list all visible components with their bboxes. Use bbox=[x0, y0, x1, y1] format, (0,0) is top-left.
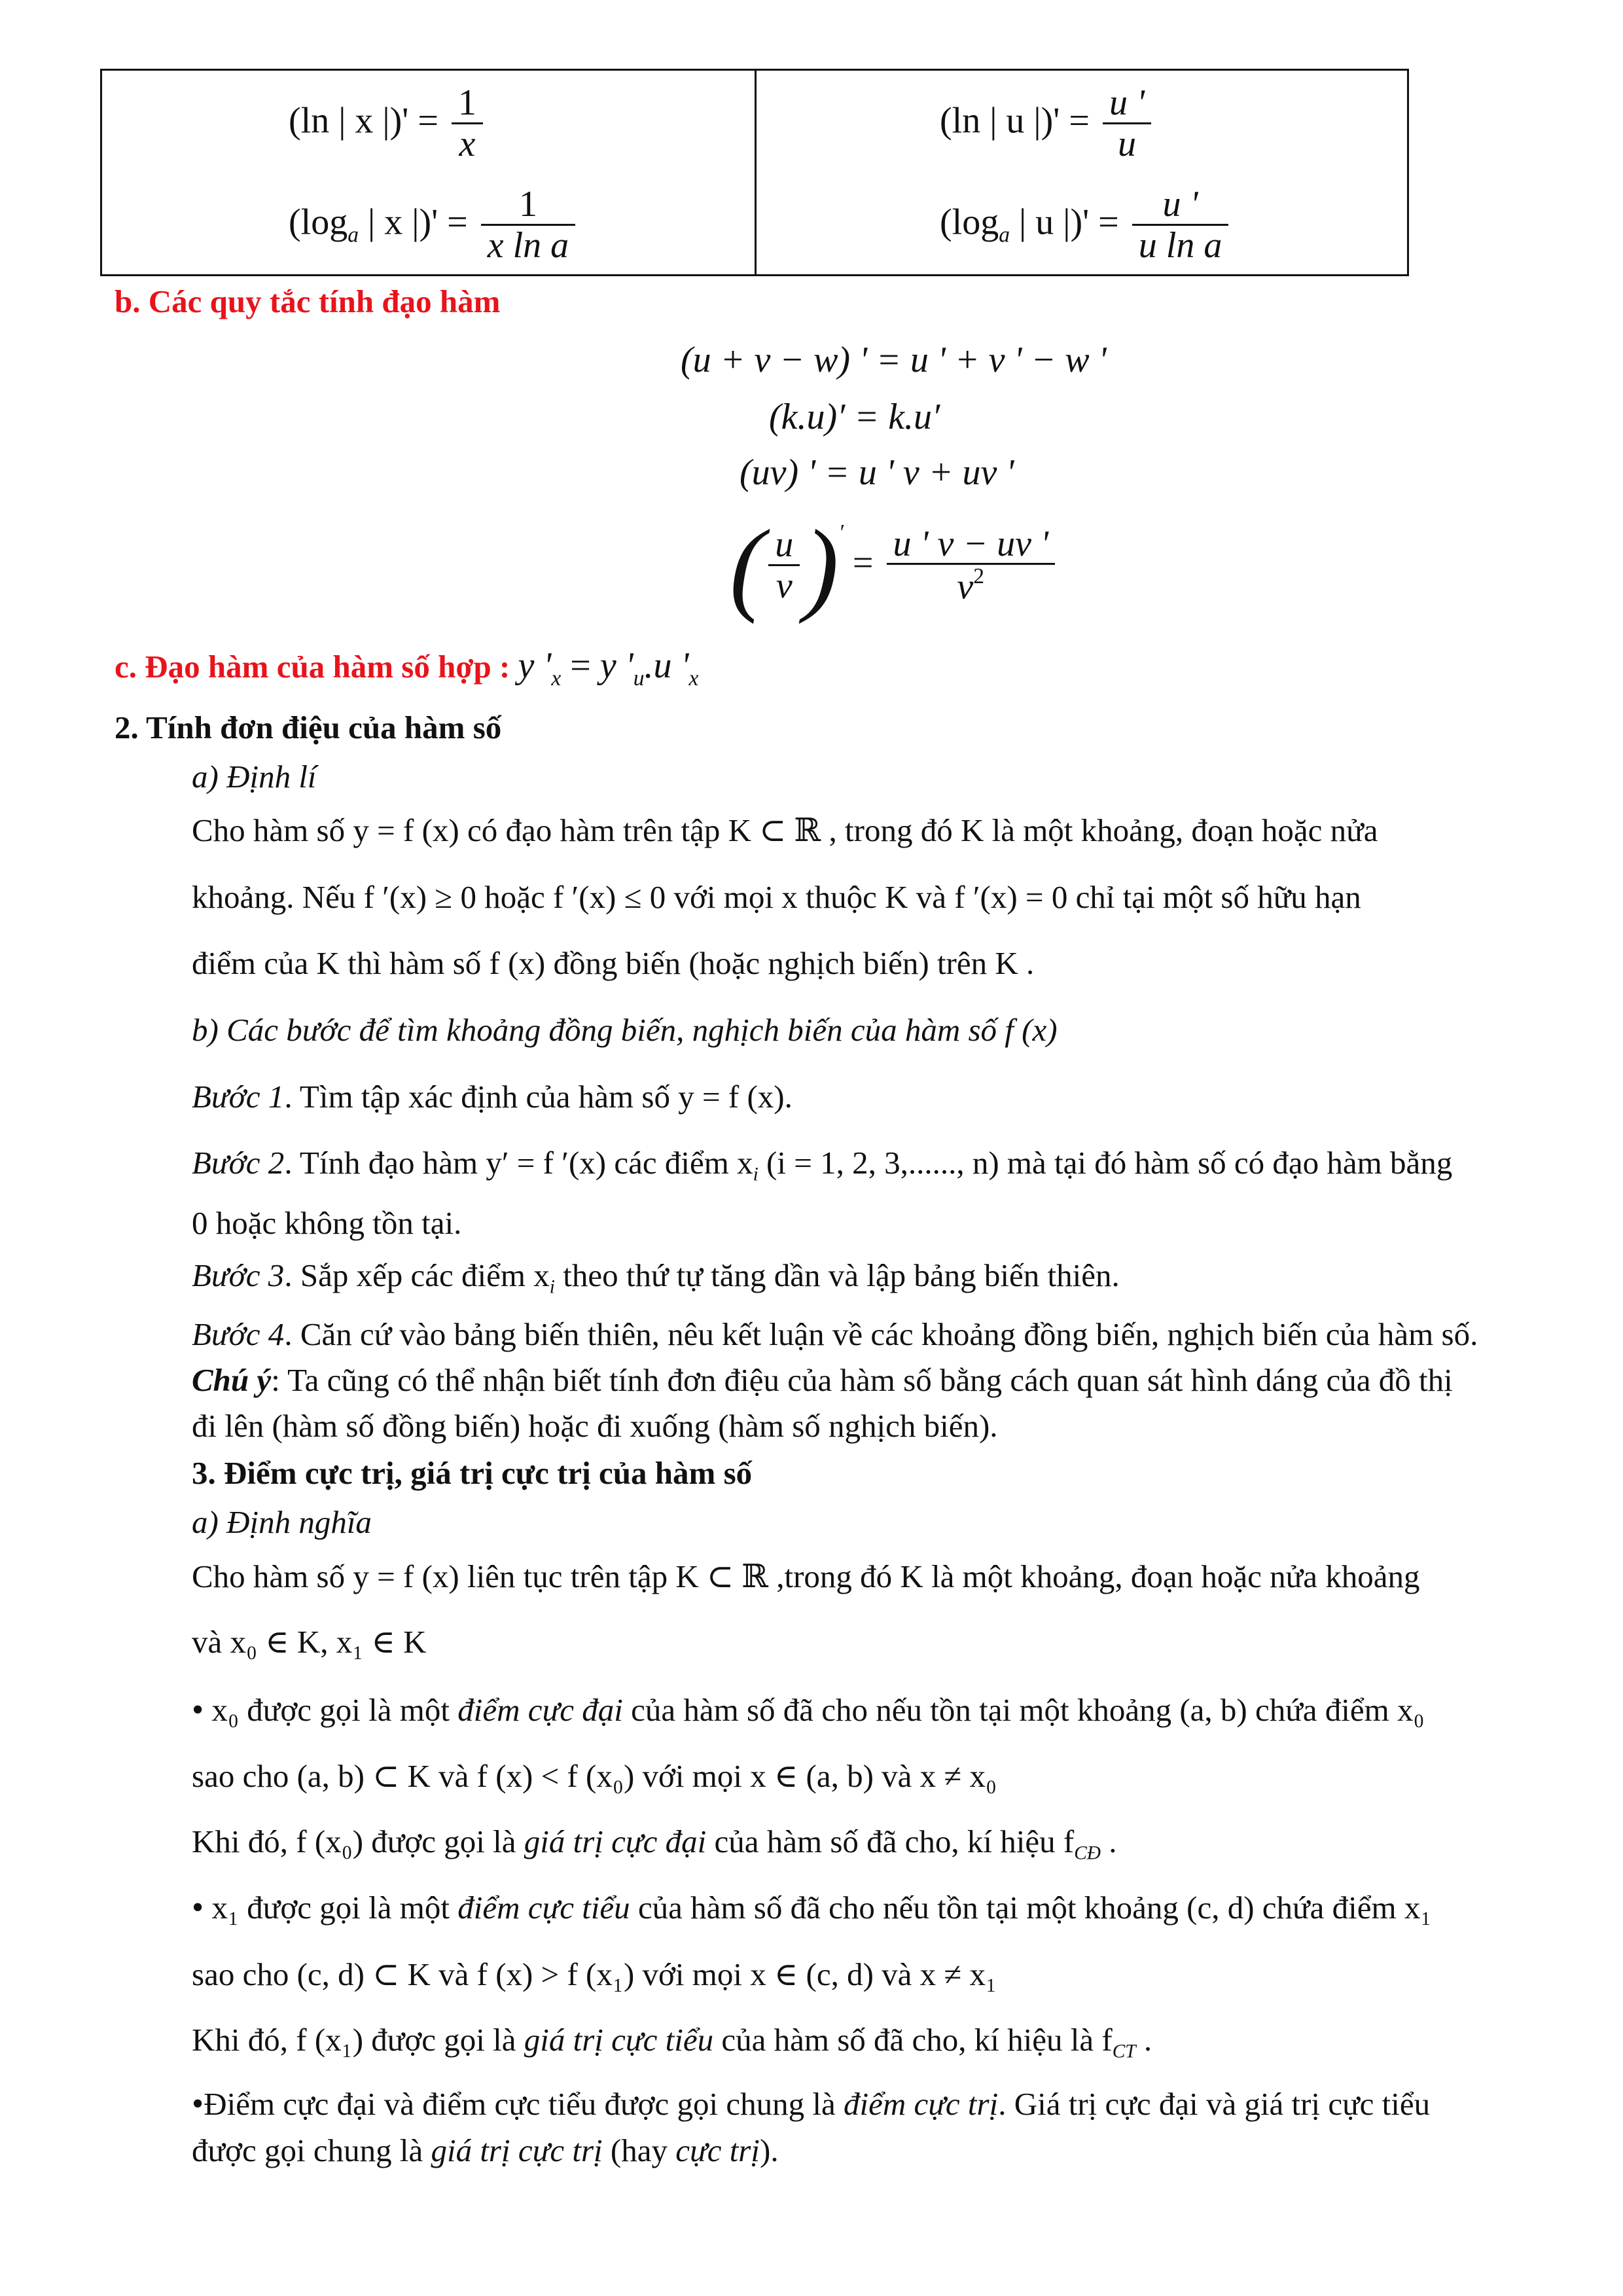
step-2-text: . Tính đạo hàm y′ = f ′(x) các điểm x bbox=[284, 1145, 753, 1181]
extremum-value-text-mid: (hay bbox=[602, 2132, 676, 2168]
left-paren: ( bbox=[730, 508, 765, 624]
extremum-text-rest: . Giá trị cực đại và giá trị cực tiểu bbox=[998, 2086, 1431, 2122]
formula-lhs: (ln | u |)' = bbox=[940, 100, 1090, 141]
numerator: u ' bbox=[1109, 82, 1145, 123]
max-line-1 bbox=[192, 1691, 1425, 1729]
numerator: 1 bbox=[457, 82, 476, 123]
extremum-text: Điểm cực đại và điểm cực tiểu được gọi chung là bbox=[204, 2086, 844, 2122]
formula-ln-u bbox=[940, 84, 1155, 164]
step-3-label: Bước 3 bbox=[192, 1257, 285, 1293]
result-fraction bbox=[887, 525, 1055, 608]
fraction bbox=[1103, 84, 1151, 164]
fraction bbox=[452, 84, 483, 164]
numerator: u ' bbox=[1162, 184, 1198, 224]
formula-lhs-post: | u |)' = bbox=[1010, 202, 1119, 243]
formula-ln-x bbox=[289, 84, 487, 164]
denominator: x ln a bbox=[481, 224, 575, 266]
log-base: a bbox=[999, 223, 1010, 247]
step-3 bbox=[192, 1257, 1120, 1298]
step-2 bbox=[192, 1144, 1452, 1185]
rule-scalar: (k.u)′ = k.u′ bbox=[769, 397, 940, 437]
numerator: u ' v − uv ' bbox=[893, 523, 1048, 564]
rule-sum: (u + v − w) ' = u ' + v ' − w ' bbox=[681, 340, 1107, 380]
fraction bbox=[768, 526, 800, 606]
max-text: x₀ được gọi là một bbox=[211, 1692, 458, 1728]
chain-sub-x: x bbox=[551, 666, 562, 691]
chain-y: y ' bbox=[518, 645, 552, 686]
note-line-1 bbox=[192, 1361, 1453, 1399]
formula-log-x bbox=[289, 185, 579, 266]
prime: ′ bbox=[838, 520, 844, 545]
step-3-sub: i bbox=[549, 1276, 555, 1298]
formula-lhs-pre: (log bbox=[289, 202, 348, 243]
rule-product: (uv) ' = u ' v + uv ' bbox=[740, 452, 1014, 493]
max-value-text: Khi đó, f (x₀) được gọi là bbox=[192, 1823, 524, 1859]
max-value-end: . bbox=[1101, 1823, 1117, 1859]
extremum-line-2 bbox=[192, 2132, 779, 2169]
chain-y-u: y ' bbox=[599, 645, 633, 686]
chain-sub-x2: x bbox=[688, 666, 699, 691]
step-1-text: . Tìm tập xác định của hàm số y = f (x). bbox=[284, 1079, 793, 1115]
denominator: u ln a bbox=[1132, 224, 1229, 266]
denominator: x bbox=[452, 122, 483, 165]
chain-rule bbox=[518, 645, 699, 691]
theorem-line-2: khoảng. Nếu f ′(x) ≥ 0 hoặc f ′(x) ≤ 0 với mọi x thuộc K và f ′(x) = 0 chỉ tại một số hữu hạn bbox=[192, 879, 1361, 915]
section-2a-title: a) Định lí bbox=[192, 759, 317, 795]
fraction bbox=[1132, 185, 1229, 266]
max-symbol-sub: CĐ bbox=[1074, 1842, 1101, 1864]
min-line-2: sao cho (c, d) ⊂ K và f (x) > f (x₁) với mọi x ∈ (c, d) và x ≠ x₁ bbox=[192, 1956, 997, 1992]
numerator: u bbox=[775, 524, 794, 565]
step-2-rest: (i = 1, 2, 3,......, n) mà tại đó hàm số có đạo hàm bằng bbox=[758, 1145, 1453, 1181]
step-1-label: Bước 1 bbox=[192, 1079, 285, 1115]
extremum-value-text: được gọi chung là bbox=[192, 2132, 431, 2168]
step-3-rest: theo thứ tự tăng dần và lập bảng biến thiên. bbox=[554, 1257, 1120, 1293]
extremum-term: điểm cực trị bbox=[843, 2086, 999, 2122]
chain-equals: = bbox=[561, 645, 600, 686]
note-text: : Ta cũng có thể nhận biết tính đơn điệu của hàm số bằng cách quan sát hình dáng của đồ thị bbox=[271, 1362, 1453, 1398]
step-3-text: . Sắp xếp các điểm x bbox=[284, 1257, 550, 1293]
fraction bbox=[481, 185, 575, 266]
min-value-end: . bbox=[1135, 2022, 1152, 2058]
step-4-label: Bước 4 bbox=[192, 1316, 285, 1352]
section-3-heading: 3. Điểm cực trị, giá trị cực trị của hàm số bbox=[192, 1455, 753, 1491]
max-line-3 bbox=[192, 1823, 1117, 1864]
equals: = bbox=[852, 542, 874, 583]
formula-lhs: (ln | x |)' = bbox=[289, 100, 438, 141]
definition-line-1: Cho hàm số y = f (x) liên tục trên tập K ⊂ ℝ ,trong đó K là một khoảng, đoạn hoặc nửa khoảng bbox=[192, 1558, 1420, 1594]
extremum-line-1 bbox=[192, 2085, 1430, 2123]
denominator bbox=[887, 563, 1055, 607]
formula-lhs-pre: (log bbox=[940, 202, 999, 243]
max-line-2: sao cho (a, b) ⊂ K và f (x) < f (x₀) với mọi x ∈ (a, b) và x ≠ x₀ bbox=[192, 1758, 997, 1794]
theorem-line-3: điểm của K thì hàm số f (x) đồng biến (hoặc nghịch biến) trên K . bbox=[192, 945, 1035, 981]
section-2b-title: b) Các bước để tìm khoảng đồng biến, nghịch biến của hàm số f (x) bbox=[192, 1012, 1058, 1048]
step-1 bbox=[192, 1078, 793, 1115]
min-line-3 bbox=[192, 2021, 1152, 2062]
rule-quotient bbox=[730, 508, 1059, 624]
min-value-term: giá trị cực tiểu bbox=[524, 2022, 714, 2058]
max-term: điểm cực đại bbox=[457, 1692, 623, 1728]
numerator: 1 bbox=[518, 184, 537, 224]
chain-u: .u ' bbox=[644, 645, 689, 686]
section-2-heading: 2. Tính đơn điệu của hàm số bbox=[115, 709, 502, 745]
bullet-icon: • bbox=[192, 2085, 204, 2123]
extremum-value-term-2: cực trị bbox=[675, 2132, 760, 2168]
step-2-label: Bước 2 bbox=[192, 1145, 285, 1181]
min-symbol-sub: CT bbox=[1112, 2041, 1136, 2062]
section-c-heading: c. Đạo hàm của hàm số hợp : bbox=[115, 649, 510, 685]
step-2-sub: i bbox=[753, 1164, 758, 1185]
log-base: a bbox=[348, 223, 359, 247]
bullet-icon: • bbox=[192, 1691, 204, 1729]
denominator-exponent: 2 bbox=[973, 564, 985, 589]
min-term: điểm cực tiểu bbox=[457, 1890, 630, 1926]
min-value-text-rest: của hàm số đã cho, kí hiệu là f bbox=[713, 2022, 1113, 2058]
bullet-icon: • bbox=[192, 1889, 204, 1926]
table-divider bbox=[755, 71, 757, 274]
theorem-line-1: Cho hàm số y = f (x) có đạo hàm trên tập K ⊂ ℝ , trong đó K là một khoảng, đoạn hoặc nửa bbox=[192, 812, 1378, 848]
step-4-text: . Căn cứ vào bảng biến thiên, nêu kết luận về các khoảng đồng biến, nghịch biến của hàm số. bbox=[284, 1316, 1478, 1352]
max-value-text-rest: của hàm số đã cho, kí hiệu f bbox=[706, 1823, 1075, 1859]
denominator-base: v bbox=[957, 566, 974, 607]
section-c bbox=[115, 645, 698, 691]
section-b-heading: b. Các quy tắc tính đạo hàm bbox=[115, 283, 501, 319]
min-text: x₁ được gọi là một bbox=[211, 1890, 458, 1926]
extremum-value-end: ). bbox=[760, 2132, 779, 2168]
note-label: Chú ý bbox=[192, 1362, 272, 1398]
max-text-rest: của hàm số đã cho nếu tồn tại một khoảng (a, b) chứa điểm x₀ bbox=[622, 1692, 1425, 1728]
note-line-2: đi lên (hàm số đồng biến) hoặc đi xuống (hàm số nghịch biến). bbox=[192, 1408, 998, 1444]
formula-lhs-post: | x |)' = bbox=[359, 202, 468, 243]
formula-log-u bbox=[940, 185, 1232, 266]
step-4 bbox=[192, 1316, 1478, 1353]
max-value-term: giá trị cực đại bbox=[524, 1823, 707, 1859]
section-3a-title: a) Định nghĩa bbox=[192, 1504, 372, 1540]
min-value-text: Khi đó, f (x₁) được gọi là bbox=[192, 2022, 524, 2058]
denominator: u bbox=[1103, 122, 1151, 165]
chain-sub-u: u bbox=[633, 666, 645, 691]
definition-line-2: và x₀ ∈ K, x₁ ∈ K bbox=[192, 1624, 427, 1660]
denominator: v bbox=[768, 564, 800, 607]
derivative-formula-table bbox=[100, 69, 1409, 276]
min-text-rest: của hàm số đã cho nếu tồn tại một khoảng (c, d) chứa điểm x₁ bbox=[630, 1890, 1432, 1926]
extremum-value-term: giá trị cực trị bbox=[431, 2132, 603, 2168]
min-line-1 bbox=[192, 1888, 1431, 1927]
right-paren: ) bbox=[804, 508, 839, 624]
step-2-line-2: 0 hoặc không tồn tại. bbox=[192, 1205, 462, 1241]
